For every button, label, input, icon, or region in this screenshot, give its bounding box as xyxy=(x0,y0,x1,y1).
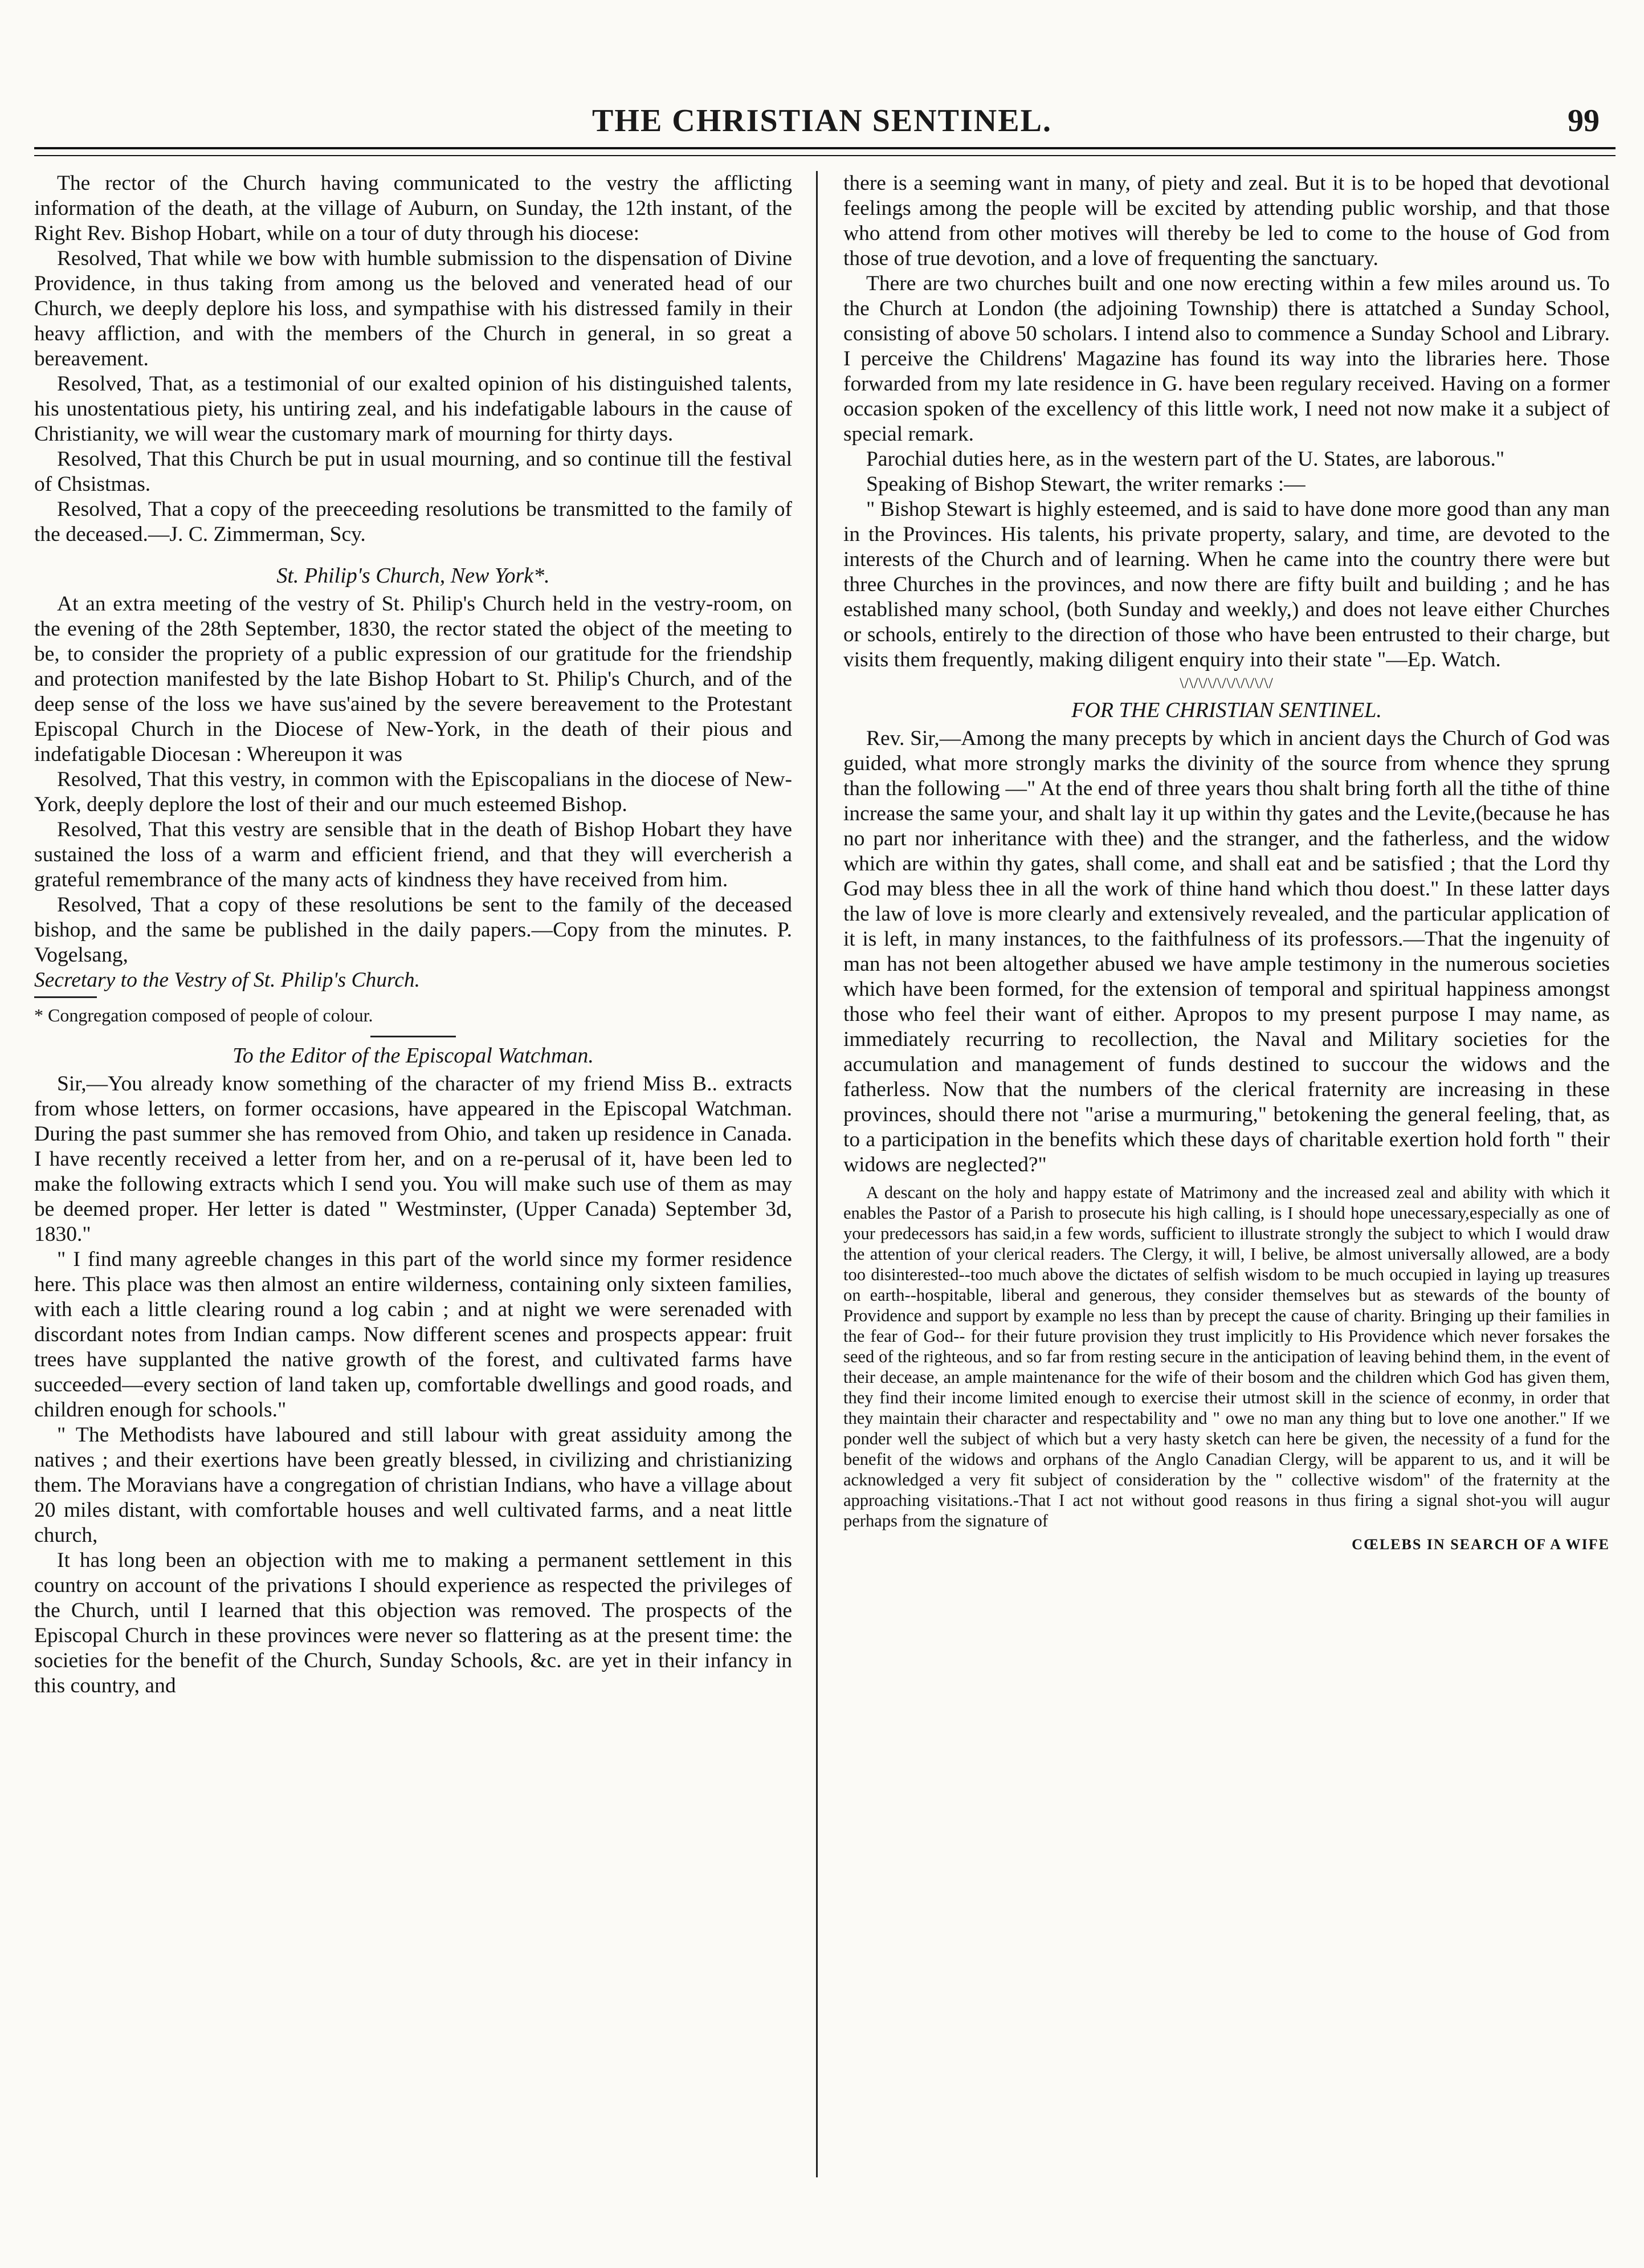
paragraph: " I find many agreeble changes in this part of the world since my former residence here. This place was then almost an entire wilderness, containing only sixteen families, with each a little clearing round a log cabin ; and at night we were serenaded with discordant notes from Indian camps. Now different scenes and prospects appear: fruit trees have supplanted the native growth of the forest, and cultivated farms have succeeded—every section of land taken up, comfortable dwellings and good roads, and children enough for schools." xyxy=(34,1248,792,1422)
column-divider xyxy=(816,171,818,2177)
letter-body: Rev. Sir,—Among the many precepts by which in ancient days the Church of God was guided, what more strongly marks the divinity of the source from whence they sprung than the following —" At the end of three years thou shalt bring forth all the tithe of thine increase the same your, and shalt lay it up within thy gates and the Levite,(because he has no part nor inheritance with thee) and the stranger, and the fatherless, and the widow which are within thy gates, shall come, and shall eat and be satisfied ; that the Lord thy God may bless thee in all the work of thine hand which thou doest." In these latter days the law of love is more clearly and extensively revealed, and the particular application of it is left, in many instances, to the faithfulness of its professors.—That the ingenuity of man has not been altogether abused we have ample testimony in the numerous societies which have been formed, for the extension of temporal and spiritual happiness amongst those who feel their want of either. Apropos to my present purpose I may name, as immediately recurring to recollection, the Naval and Military societies for the accumulation and management of funds destined to succour the widows and the fatherless. Now that the numbers of the clerical fraternity are increasing in these provinces, should there not "arise a murmuring," betokening the general feeling, that, as to a participation in the benefits which these days of charitable exertion hold forth " their widows are neglected?" xyxy=(843,727,1610,1176)
quotation: " Bishop Stewart is highly esteemed, and is said to have done more good than any man in the Provinces. His talents, his private property, salary, and time, are devoted to the interests of the Church and of learning. When he came into the country there were but three Churches in the provinces, and now there are fifty built and building ; and he has established many school, (both Sunday and weekly,) and does not leave either Churches or schools, entirely to the direction of those who have been entrusted to their charge, but visits them frequently, making diligent enquiry into their state "—Ep. Watch. xyxy=(843,498,1610,671)
footnote-rule xyxy=(34,996,97,998)
resolution: Resolved, That a copy of these resolutions be sent to the family of the deceased bishop, and the same be published in the daily papers.—Copy from the minutes. P. Vogelsang, xyxy=(34,893,792,967)
resolution: Resolved, That a copy of the preeceeding resolutions be transmitted to the family of the deceased.—J. C. Zimmerman, Scy. xyxy=(34,498,792,546)
signature-line: Secretary to the Vestry of St. Philip's Church. xyxy=(34,968,421,992)
header-rule xyxy=(34,147,1616,156)
ornament-divider: \/\/\/\/\/\/\/\/\/\/ xyxy=(1180,675,1274,691)
paragraph: Sir,—You already know something of the character of my friend Miss B.. extracts from whose letters, on former occasions, have appeared in the Episcopal Watchman. During the past summer she has removed from Ohio, and taken up residence in Canada. I have recently received a letter from her, and on a re-perusal of it, have been led to make the following extracts which I send you. You will make such use of them as may be deemed proper. Her letter is dated " Westminster, (Upper Canada) September 3d, 1830." xyxy=(34,1072,792,1246)
paragraph: There are two churches built and one now erecting within a few miles around us. To the Church at London (the adjoining Township) there is attatched a Sunday School, consisting of above 50 scholars. I intend also to commence a Sunday School and Library. I perceive the Childrens' Magazine has found its way into the libraries here. Those forwarded from my late residence in G. have been regulary received. Having on a former occasion spoken of the excellency of this little work, I need not now make it a subject of special remark. xyxy=(843,272,1610,446)
resolution: Resolved, That this vestry are sensible that in the death of Bishop Hobart they have sustained the loss of a warm and efficient friend, and that they will evercherish a grateful remembrance of the many acts of kindness they have received from him. xyxy=(34,818,792,891)
paragraph: Speaking of Bishop Stewart, the writer remarks :— xyxy=(866,473,1306,496)
resolution: Resolved, That, as a testimonial of our exalted opinion of his distinguished talents, his unostentatious piety, his untiring zeal, and his indefatigable labours in the cause of Christianity, we will wear the customary mark of mourning for thirty days. xyxy=(34,372,792,446)
paragraph: At an extra meeting of the vestry of St. Philip's Church held in the vestry-room, on the evening of the 28th September, 1830, the rector stated the object of the meeting to be, to consider the propriety of a public expression of our gratitude for the friendship and protection manifested by the late Bishop Hobart to St. Philip's Church, and of the deep sense of the loss we have sus'ained by the severe bereavement to the Protestant Episcopal Church in the Diocese of New-York, in the death of their pious and indefatigable Diocesan : Whereupon it was xyxy=(34,592,792,766)
section-heading: FOR THE CHRISTIAN SENTINEL. xyxy=(1071,698,1382,722)
right-column xyxy=(843,171,1610,1555)
paragraph: " The Methodists have laboured and still labour with great assiduity among the natives ; and their exertions have been greatly blessed, in civilizing and christianizing them. The Moravians have a congregation of christian Indians, who have a village about 20 miles distant, with comfortable houses and well cultivated farms, and a neat little church, xyxy=(34,1423,792,1547)
paragraph: there is a seeming want in many, of piety and zeal. But it is to be hoped that devotional feelings among the people will be excited by attending public worship, and that those who attend from other motives will thereby be led to come to the house of God from those of true devotion, and a love of frequenting the sanctuary. xyxy=(843,172,1610,270)
section-heading: To the Editor of the Episcopal Watchman. xyxy=(232,1044,594,1068)
left-column xyxy=(34,171,792,1699)
publication-title: THE CHRISTIAN SENTINEL. xyxy=(592,103,1052,139)
closing-signature: CŒLEBS IN SEARCH OF A WIFE xyxy=(1352,1536,1610,1553)
resolution: Resolved, That while we bow with humble submission to the dispensation of Divine Providence, in thus taking from among us the beloved and venerated head of our Church, we deeply deplore his loss, and sympathise with his distressed family in their heavy affliction, and with the members of the Church in general, in so great a bereavement. xyxy=(34,247,792,370)
paragraph: Parochial duties here, as in the western part of the U. States, are laborous." xyxy=(866,447,1505,471)
letter-body-small: A descant on the holy and happy estate of Matrimony and the increased zeal and ability with which it enables the Pastor of a Parish to prosecute his high calling, is I should hope unecessary,especially as one of your predecessors has said,in a few words, sufficient to illustrate strongly the subject to which I would draw the attention of your clerical readers. The Clergy, it will, I belive, be almost universally allowed, are a body too disinterested--too much above the dictates of selfish wisdom to be much occupied in laying up treasures on earth--hospitable, liberal and generous, they consider themselves but as stewards of the bounty of Providence and support by example no less than by precept the cause of charity. Bringing up their families in the fear of God-- for their future provision they trust implicitly to His Providence which never forsakes the seed of the righteous, and so far from resting secure in the anticipation of leaving behind them, in the event of their decease, an ample maintenance for the wife of their bosom and the children which God has given them, they find their income limited enough to exercise their utmost skill in the science of econmy, in order that they maintain their character and respectability and " owe no man any thing but to love one another." If we ponder well the subject of which but a very hasty sketch can here be given, the necessity of a fund for the benefit of the widows and orphans of the Anglo Canadian Clergy, will be apparent to us, and it will be acknowledged a very fit subject of consideration by the " collective wisdom" of the fraternity at the approaching visitations.-That I act not without good reasons in thus firing a signal shot-you will augur perhaps from the signature of xyxy=(843,1183,1610,1530)
separator-rule xyxy=(370,1036,456,1037)
paragraph: The rector of the Church having communicated to the vestry the afflicting information of the death, at the village of Auburn, on Sunday, the 12th instant, of the Right Rev. Bishop Hobart, while on a tour of duty through his diocese: xyxy=(34,172,792,245)
resolution: Resolved, That this Church be put in usual mourning, and so continue till the festival of Chsistmas. xyxy=(34,447,792,496)
resolution: Resolved, That this vestry, in common with the Episcopalians in the diocese of New-York, deeply deplore the lost of their and our much esteemed Bishop. xyxy=(34,768,792,816)
page-number: 99 xyxy=(1568,103,1600,139)
footnote: * Congregation composed of people of colour. xyxy=(34,1005,373,1025)
running-header xyxy=(34,97,1610,148)
section-heading: St. Philip's Church, New York*. xyxy=(276,564,550,588)
paragraph: It has long been an objection with me to making a permanent settlement in this country on account of the privations I should experience as respected the privileges of the Church, until I learned that this objection was removed. The prospects of the Episcopal Church in these provinces were never so flattering as at the present time: the societies for the benefit of the Church, Sunday Schools, &c. are yet in their infancy in this country, and xyxy=(34,1549,792,1697)
